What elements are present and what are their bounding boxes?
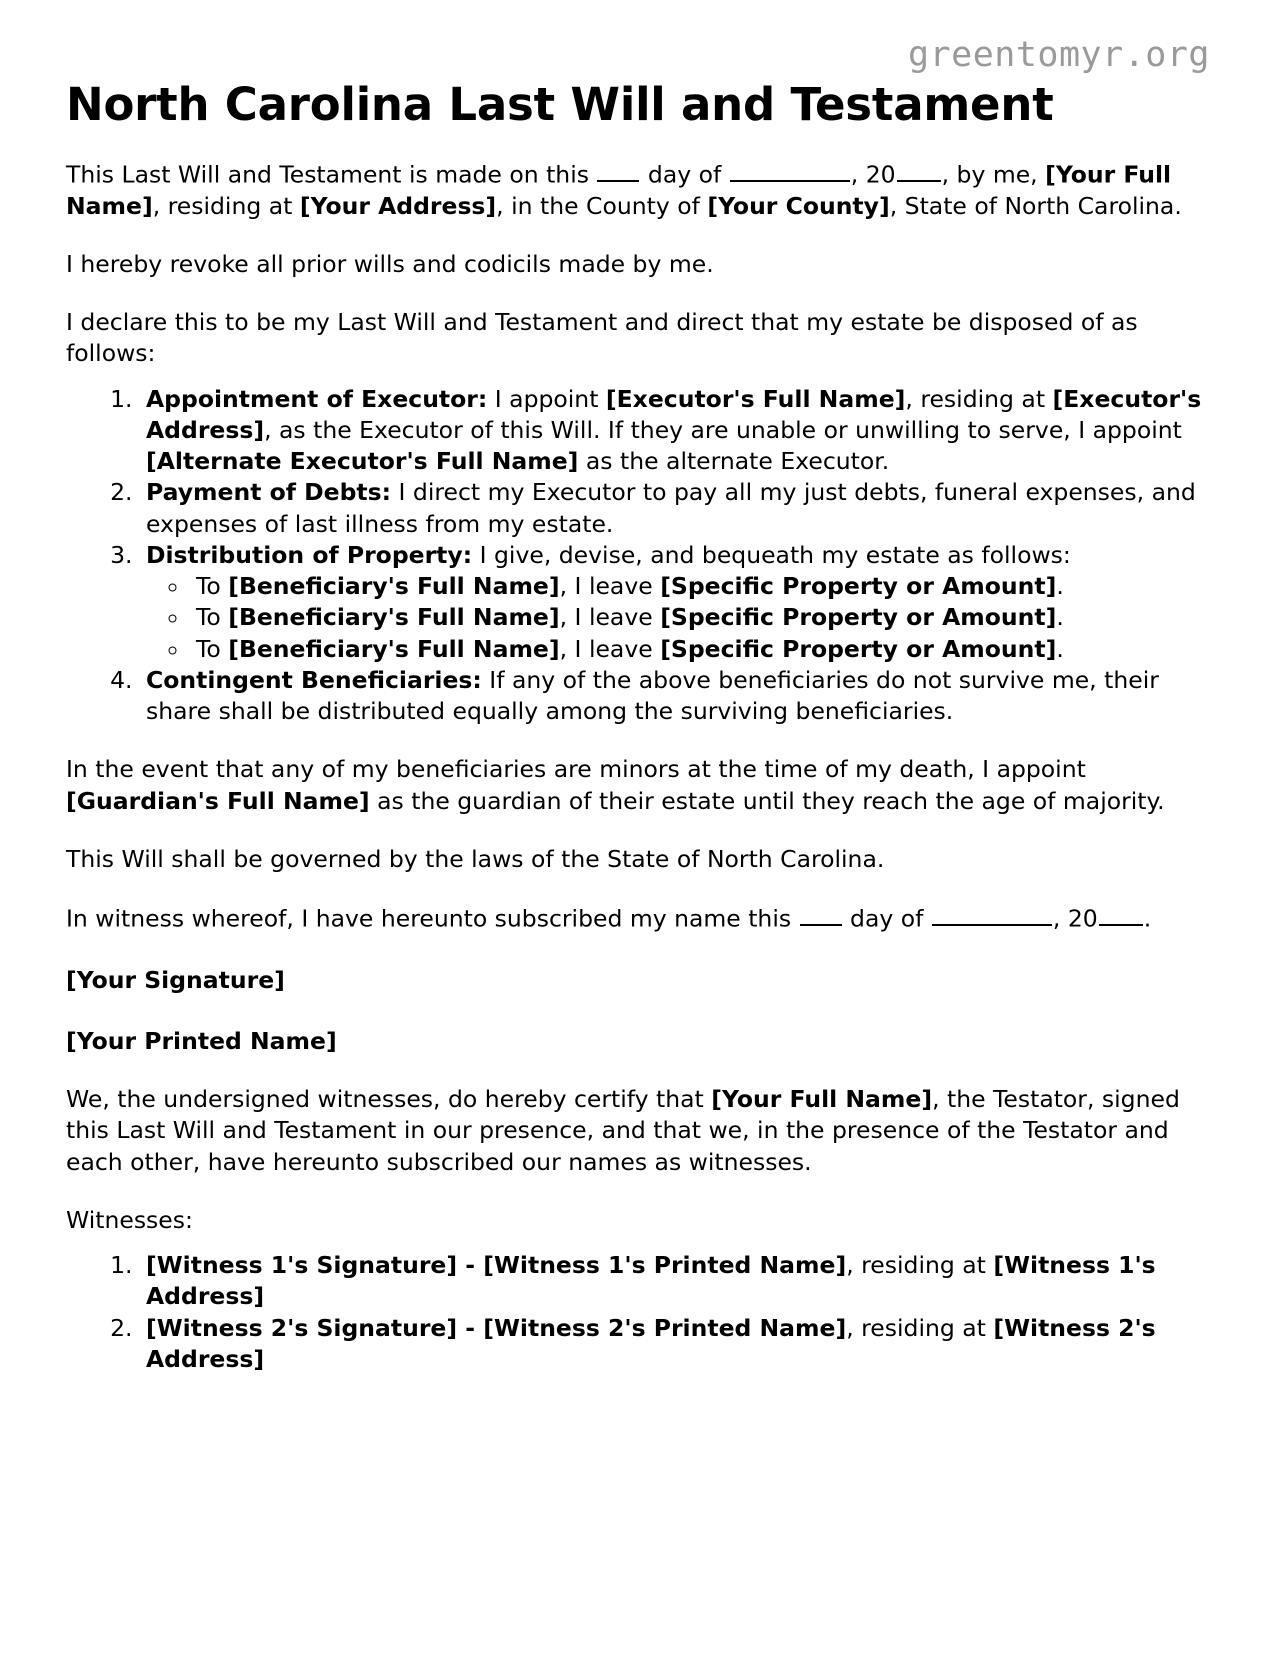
- bequest-text-1: To: [196, 603, 229, 632]
- witnesses-label: Witnesses:: [66, 1205, 193, 1234]
- attestation-year-blank[interactable]: [1099, 902, 1143, 926]
- executor-full-name-placeholder: [Executor's Full Name]: [605, 384, 906, 413]
- testator-name-placeholder: [Your Full Name]: [711, 1085, 933, 1114]
- specific-property-placeholder: [Specific Property or Amount]: [660, 603, 1057, 632]
- guardian-name-placeholder: [Guardian's Full Name]: [66, 786, 370, 815]
- intro-text-4: , by me,: [941, 160, 1046, 189]
- witness-address-placeholder: [Witness 2's Address]: [146, 1313, 1156, 1373]
- page-title: North Carolina Last Will and Testament: [66, 78, 1054, 131]
- witness-separator: -: [457, 1313, 484, 1342]
- your-printed-name-line: [Your Printed Name]: [66, 1026, 337, 1055]
- guardian-text-2: as the guardian of their estate until they reach the age of majority.: [369, 786, 1165, 815]
- your-county-placeholder: [Your County]: [707, 191, 890, 220]
- intro-text-7: , State of North Carolina.: [889, 191, 1182, 220]
- witness-item: [140, 1250, 1214, 1313]
- beneficiary-name-placeholder: [Beneficiary's Full Name]: [228, 634, 560, 663]
- specific-property-placeholder: [Specific Property or Amount]: [660, 572, 1057, 601]
- attestation-text-1: In witness whereof, I have hereunto subscribed my name this: [66, 904, 799, 933]
- intro-text-3: , 20: [850, 160, 896, 189]
- witness-signature-placeholder: [Witness 1's Signature]: [146, 1251, 458, 1280]
- intro-text-1: This Last Will and Testament is made on this: [66, 160, 597, 189]
- clause-heading: Contingent Beneficiaries:: [146, 665, 482, 694]
- witness-address-placeholder: [Witness 1's Address]: [146, 1251, 1156, 1311]
- governing-law-paragraph: This Will shall be governed by the laws of the State of North Carolina.: [66, 844, 885, 873]
- beneficiary-name-placeholder: [Beneficiary's Full Name]: [228, 572, 560, 601]
- clause-body: I give, devise, and bequeath my estate as follows:: [472, 540, 1071, 569]
- attestation-text-2: day of: [842, 904, 931, 933]
- bequest-item: [190, 634, 1214, 665]
- executor-address-placeholder: [Executor's Address]: [146, 384, 1202, 444]
- clause-contingent-beneficiaries: [140, 665, 1214, 728]
- witness-cert-text-2: , the Testator, signed this Last Will and Testament in our presence, and that we, in the presence of the Testator and each other, have hereunto subscribed our names as witnesses.: [66, 1085, 1180, 1176]
- clause-body: If any of the above beneficiaries do not survive me, their share shall be distributed equally among the surviving beneficiaries.: [146, 665, 1159, 726]
- witness-residing-text: , residing at: [846, 1251, 994, 1280]
- attestation-day-blank[interactable]: [800, 902, 842, 926]
- beneficiary-name-placeholder: [Beneficiary's Full Name]: [228, 603, 560, 632]
- bequests-list: [146, 571, 1214, 665]
- intro-text-6: , in the County of: [496, 191, 708, 220]
- witness-printed-name-placeholder: [Witness 2's Printed Name]: [483, 1313, 847, 1342]
- declaration-paragraph: I declare this to be my Last Will and Testament and direct that my estate be disposed of as follows:: [66, 308, 1138, 368]
- witness-item: [140, 1313, 1214, 1376]
- guardian-paragraph: [66, 727, 1214, 817]
- site-watermark: greentomyr.org: [907, 35, 1210, 75]
- bequest-text-1: To: [196, 634, 229, 663]
- clause-text-4: as the alternate Executor.: [578, 447, 890, 476]
- bequest-text-2: , I leave: [559, 603, 661, 632]
- clause-text-3: , as the Executor of this Will. If they are unable or unwilling to serve, I appoint: [264, 415, 1182, 444]
- your-signature-line: [Your Signature]: [66, 965, 285, 994]
- clauses-list: [66, 384, 1214, 728]
- day-blank[interactable]: [597, 158, 639, 182]
- intro-text-5: , residing at: [152, 191, 300, 220]
- witness-printed-name-placeholder: [Witness 1's Printed Name]: [483, 1251, 847, 1280]
- clause-heading: Appointment of Executor:: [146, 384, 488, 413]
- witness-cert-text-1: We, the undersigned witnesses, do hereby certify that: [66, 1085, 712, 1114]
- bequest-text-3: .: [1056, 572, 1064, 601]
- alternate-executor-name-placeholder: [Alternate Executor's Full Name]: [146, 447, 579, 476]
- attestation-text-3: , 20: [1052, 904, 1098, 933]
- bequest-text-1: To: [196, 572, 229, 601]
- attestation-month-blank[interactable]: [932, 902, 1052, 926]
- witness-certification-paragraph: [66, 1057, 1214, 1178]
- attestation-paragraph: [66, 875, 1214, 935]
- month-blank[interactable]: [730, 158, 850, 182]
- witness-residing-text: , residing at: [846, 1313, 994, 1342]
- clause-text-2: , residing at: [905, 384, 1053, 413]
- bequest-text-2: , I leave: [559, 634, 661, 663]
- clause-payment-of-debts: [140, 477, 1214, 540]
- clause-heading: Distribution of Property:: [146, 540, 473, 569]
- guardian-text-1: In the event that any of my beneficiaries are minors at the time of my death, I appoint: [66, 755, 1086, 784]
- specific-property-placeholder: [Specific Property or Amount]: [660, 634, 1057, 663]
- clause-body: I direct my Executor to pay all my just debts, funeral expenses, and expenses of last illness from my estate.: [146, 478, 1196, 538]
- intro-paragraph: [66, 131, 1214, 222]
- your-address-placeholder: [Your Address]: [299, 191, 497, 220]
- bequest-text-3: .: [1056, 603, 1064, 632]
- witness-separator: -: [457, 1251, 484, 1280]
- bequest-text-2: , I leave: [559, 572, 661, 601]
- year-blank[interactable]: [897, 158, 941, 182]
- clause-heading: Payment of Debts:: [146, 478, 392, 507]
- your-full-name-placeholder: [Your Full Name]: [66, 160, 1172, 220]
- attestation-text-4: .: [1143, 904, 1152, 933]
- revocation-paragraph: I hereby revoke all prior wills and codicils made by me.: [66, 249, 714, 278]
- clause-text-1: I appoint: [487, 384, 606, 413]
- witness-signature-placeholder: [Witness 2's Signature]: [146, 1313, 458, 1342]
- bequest-text-3: .: [1056, 634, 1064, 663]
- bequest-item: [190, 602, 1214, 633]
- bequest-item: [190, 571, 1214, 602]
- intro-text-2: day of: [640, 160, 729, 189]
- clause-distribution-of-property: [140, 540, 1214, 665]
- witnesses-list: [66, 1250, 1214, 1375]
- clause-appointment-of-executor: [140, 384, 1214, 478]
